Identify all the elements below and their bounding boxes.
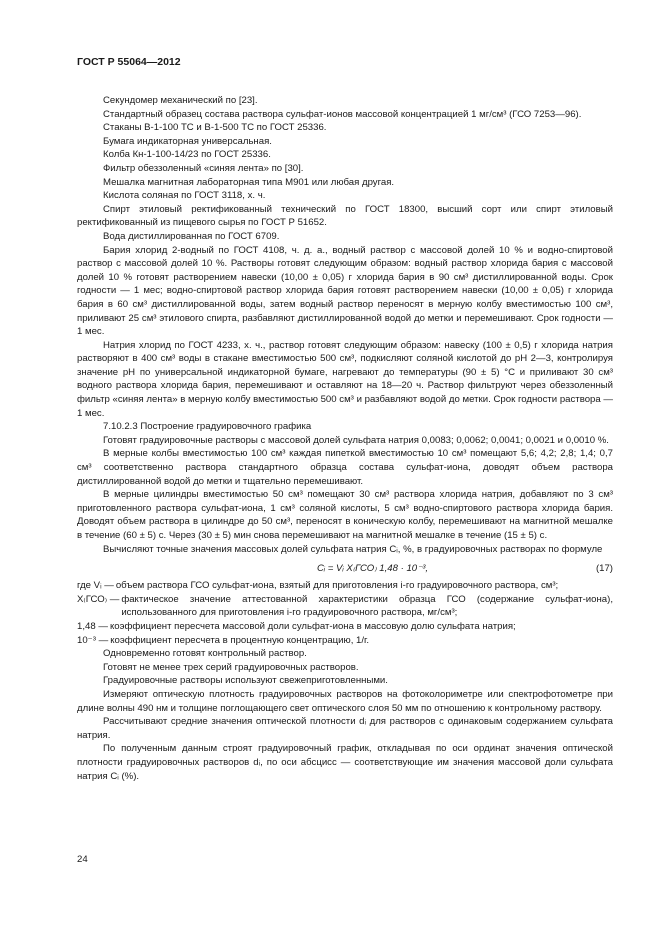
paragraph: Готовят градуировочные растворы с массовой долей сульфата натрия 0,0083; 0,0062; 0,0041; 0,0021 и 0,0010 %.: [103, 434, 609, 446]
paragraph: В мерные колбы вместимостью 100 см³ каждая пипеткой вместимостью 10 см³ помещают 5,6; 4,2; 2,8; 1,4; 0,7 см³ соответственно раствора стандартного образца состава сульфат-иона, доводят объем раствора дистиллированной водой до метки и тщательно перемешивают.: [77, 448, 613, 487]
paragraph: В мерные цилиндры вместимостью 50 см³ помещают 30 см³ раствора хлорида натрия, добавляют по 3 см³ приготовленного раствора сульфат-иона, 1 см³ соляной кислоты, 5 см³ водно-спиртового раствора хлорида бария. Доводят объем раствора в цилиндре до 50 см³, переносят в коническую колбу, перемешивают на магнитной мешалке в течение (60 ± 5) с. Через (30 ± 5) мин снова перемешивают на магнитной мешалке в течение (15 ± 5) с.: [77, 489, 613, 541]
paragraph: Бумага индикаторная универсальная.: [103, 135, 272, 147]
document-header: ГОСТ Р 55064—2012: [77, 56, 181, 68]
paragraph: Вода дистиллированная по ГОСТ 6709.: [103, 230, 280, 242]
paragraph: Градуировочные растворы используют свежеприготовленными.: [103, 675, 388, 687]
paragraph: Спирт этиловый ректификованный технический по ГОСТ 18300, высший сорт или спирт этиловый ректификованный из пищевого сырья по ГОСТ Р 51652.: [77, 203, 613, 229]
definition-row: [77, 579, 613, 593]
paragraph: Одновременно готовят контрольный раствор.: [103, 648, 307, 660]
paragraph: Вычисляют точные значения массовых долей сульфата натрия Cᵢ, %, в градуировочных растворах по формуле: [103, 543, 603, 555]
paragraph: Фильтр обеззоленный «синяя лента» по [30].: [103, 162, 304, 174]
paragraph: Секундомер механический по [23].: [103, 95, 258, 106]
definition-term: 10⁻³ —: [77, 634, 109, 646]
definition-term: 1,48 —: [77, 620, 108, 632]
definition-row: [77, 620, 613, 634]
definition-row: [77, 593, 613, 620]
paragraph: Стаканы В-1-100 ТС и В-1-500 ТС по ГОСТ 25336.: [103, 122, 327, 134]
formula-number: (17): [595, 563, 613, 575]
definition-desc: коэффициент пересчета в процентную концентрацию, 1/г.: [110, 634, 370, 646]
definition-desc: коэффициент пересчета массовой доли сульфат-иона в массовую долю сульфата натрия;: [109, 620, 516, 632]
definition-desc: объем раствора ГСО сульфат-иона, взятый для приготовления i-го градуировочного раствора, см³;: [115, 580, 559, 592]
paragraph: Бария хлорид 2-водный по ГОСТ 4108, ч. д. а., водный раствор с массовой долей 10 % и водно-спиртовой раствор с массовой долей 10 %. Растворы готовят следующим образом: водный раствор хлорида бария с массовой долей 10 % готовят растворением навески (10,00 ± 0,05) г хлорида бария в 90 см³ дистиллированной воды. Срок годности — 1 мес; водно-спиртовой раствор хлорида бария готовят растворением навески (10,00 ± 0,05) г хлорида бария в 60 см³ дистиллированной воды, затем водный раствор переносят в мерную колбу вместимостью 100 см³, приливают 25 см³ этилового спирта, разбавляют дистиллированной водой до метки и перемешивают. Срок годности — 1 мес.: [77, 244, 613, 338]
paragraph: Измеряют оптическую плотность градуировочных растворов на фотоколориметре или спектрофотометре при длине волны 490 нм и толщине поглощающего свет оптического слоя 50 мм по отношению к контрольному раствору.: [77, 688, 613, 714]
page-number: 24: [77, 854, 88, 865]
paragraph: По полученным данным строят градуировочный график, откладывая по оси ординат значения оптической плотности градуировочных растворов dᵢ, по оси абсцисс — соответствующие им значения массовой доли сульфата натрия Cᵢ (%).: [77, 743, 613, 782]
paragraph: Стандартный образец состава раствора сульфат-ионов массовой концентрацией 1 мг/см³ (ГСО 7253—96).: [103, 108, 582, 120]
definition-term: где Vᵢ —: [77, 580, 114, 592]
definition-term: X₍ГСО₎ —: [77, 593, 120, 605]
section-heading: 7.10.2.3 Построение градуировочного графика: [103, 421, 312, 433]
paragraph: Готовят не менее трех серий градуировочных растворов.: [103, 661, 359, 673]
paragraph: Колба Кн-1-100-14/23 по ГОСТ 25336.: [103, 149, 271, 161]
definition-desc: фактическое значение аттестованной характеристики образца ГСО (содержание сульфат-иона), использованного для приготовления i-го градуировочного раствора, мг/см³;: [121, 593, 613, 619]
paragraph: Мешалка магнитная лабораторная типа М901 или любая другая.: [103, 176, 395, 188]
paragraph: Рассчитывают средние значения оптической плотности dᵢ для растворов с одинаковым содержанием сульфата натрия.: [77, 716, 613, 741]
document-body: [77, 94, 613, 783]
paragraph: Кислота соляная по ГОСТ 3118, х. ч.: [103, 190, 266, 202]
formula-expression: Cᵢ = Vᵢ X₍ГСО₎ 1,48 · 10⁻³,: [317, 563, 429, 575]
definition-row: [77, 634, 613, 648]
formula-block: [77, 559, 613, 579]
paragraph: Натрия хлорид по ГОСТ 4233, х. ч., раствор готовят следующим образом: навеску (100 ± 0,5) г хлорида натрия растворяют в 400 см³ воды в стакане вместимостью 500 см³, подкисляют соляной кислотой до pH 2—3, контролируя значение pH по универсальной индикаторной бумаге, нагревают до температуры (90 ± 5) °С и приливают 30 см³ водного раствора хлорида бария, перемешивают и оставляют на 18—20 ч. Раствор фильтруют через обеззоленный фильтр «синяя лента» в мерную колбу вместимостью 500 см³ и разбавляют водой до метки. Срок годности раствора — 1 мес.: [77, 339, 613, 419]
